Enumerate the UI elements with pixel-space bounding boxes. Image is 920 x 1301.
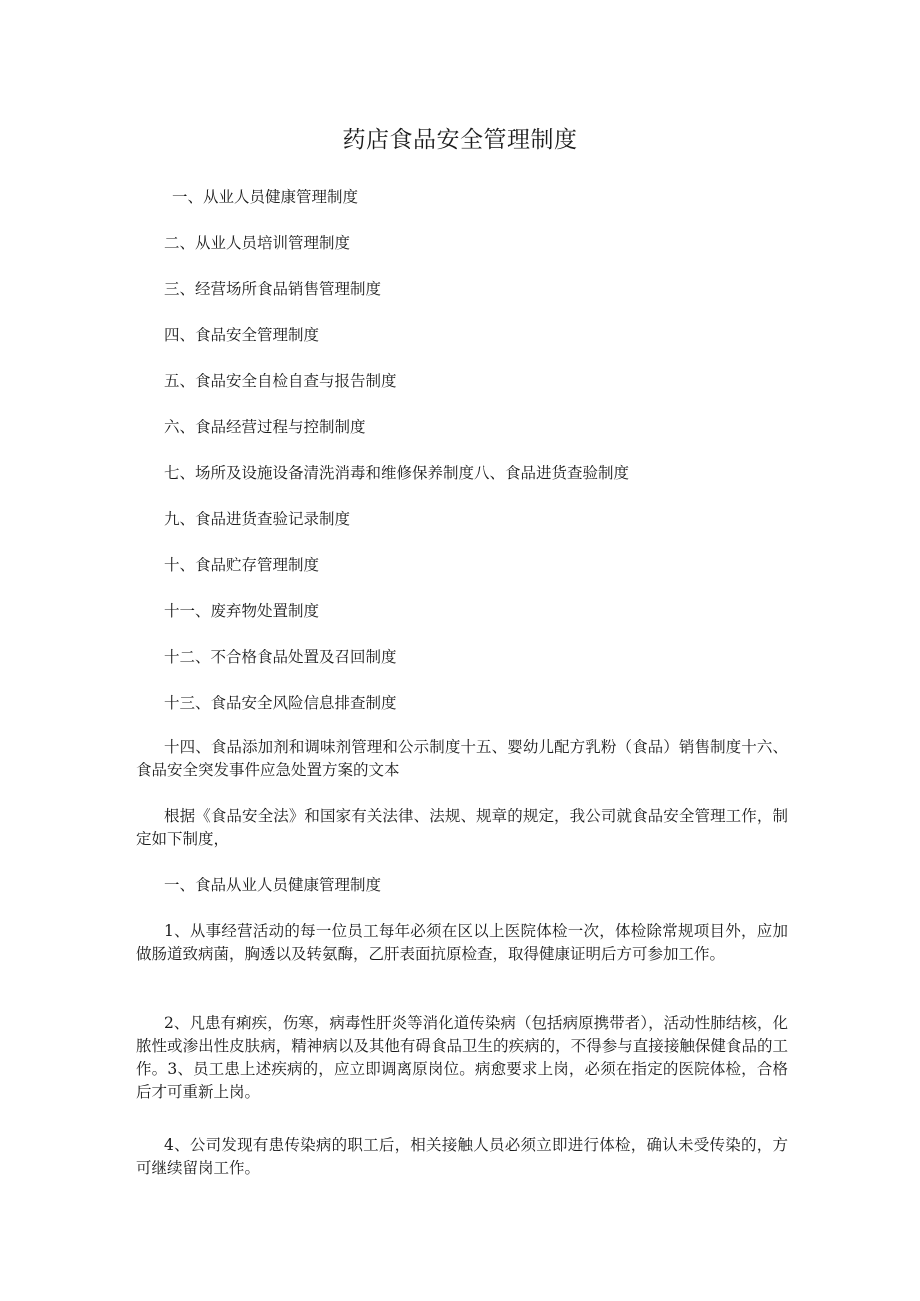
table-of-contents <box>164 184 804 736</box>
toc-item: 十、食品贮存管理制度 <box>164 556 320 574</box>
toc-item: 二、从业人员培训管理制度 <box>164 234 351 252</box>
toc-item: 九、食品进货查验记录制度 <box>164 510 351 528</box>
toc-item: 四、食品安全管理制度 <box>164 326 320 344</box>
toc-item: 一、从业人员健康管理制度 <box>172 188 359 206</box>
section-heading: 一、食品从业人员健康管理制度 <box>164 876 382 894</box>
toc-item: 十二、不合格食品处置及召回制度 <box>164 648 397 666</box>
toc-item: 七、场所及设施设备清洗消毒和维修保养制度八、食品进货查验制度 <box>164 464 630 482</box>
toc-item: 十三、食品安全风险信息排查制度 <box>164 694 397 712</box>
intro-paragraph: 根据《食品安全法》和国家有关法律、法规、规章的规定，我公司就食品安全管理工作，制定如下制度， <box>136 807 788 848</box>
toc-item: 十一、废弃物处置制度 <box>164 602 320 620</box>
toc-item: 三、经营场所食品销售管理制度 <box>164 280 382 298</box>
toc-item-combined: 十四、食品添加剂和调味剂管理和公示制度十五、婴幼儿配方乳粉（食品）销售制度十六、食品安全突发事件应急处置方案的文本 <box>136 738 788 779</box>
rule-item-4: 4、公司发现有患传染病的职工后，相关接触人员必须立即进行体检，确认未受传染的，方可继续留岗工作。 <box>136 1136 788 1177</box>
rule-item-2-3: 2、凡患有痢疾，伤寒，病毒性肝炎等消化道传染病（包括病原携带者），活动性肺结核，化脓性或渗出性皮肤病，精神病以及其他有碍食品卫生的疾病的，不得参与直接接触保健食品的工作。3、员工患上述疾病的，应立即调离原岗位。病愈要求上岗，必须在指定的医院体检，合格后才可重新上岗。 <box>136 1014 788 1101</box>
toc-item: 六、食品经营过程与控制制度 <box>164 418 366 436</box>
toc-item: 五、食品安全自检自查与报告制度 <box>164 372 397 390</box>
document-title: 药店食品安全管理制度 <box>342 127 578 153</box>
rule-item-1: 1、从事经营活动的每一位员工每年必须在区以上医院体检一次，体检除常规项目外，应加做肠道致病菌，胸透以及转氨酶，乙肝表面抗原检查，取得健康证明后方可参加工作。 <box>136 922 788 963</box>
